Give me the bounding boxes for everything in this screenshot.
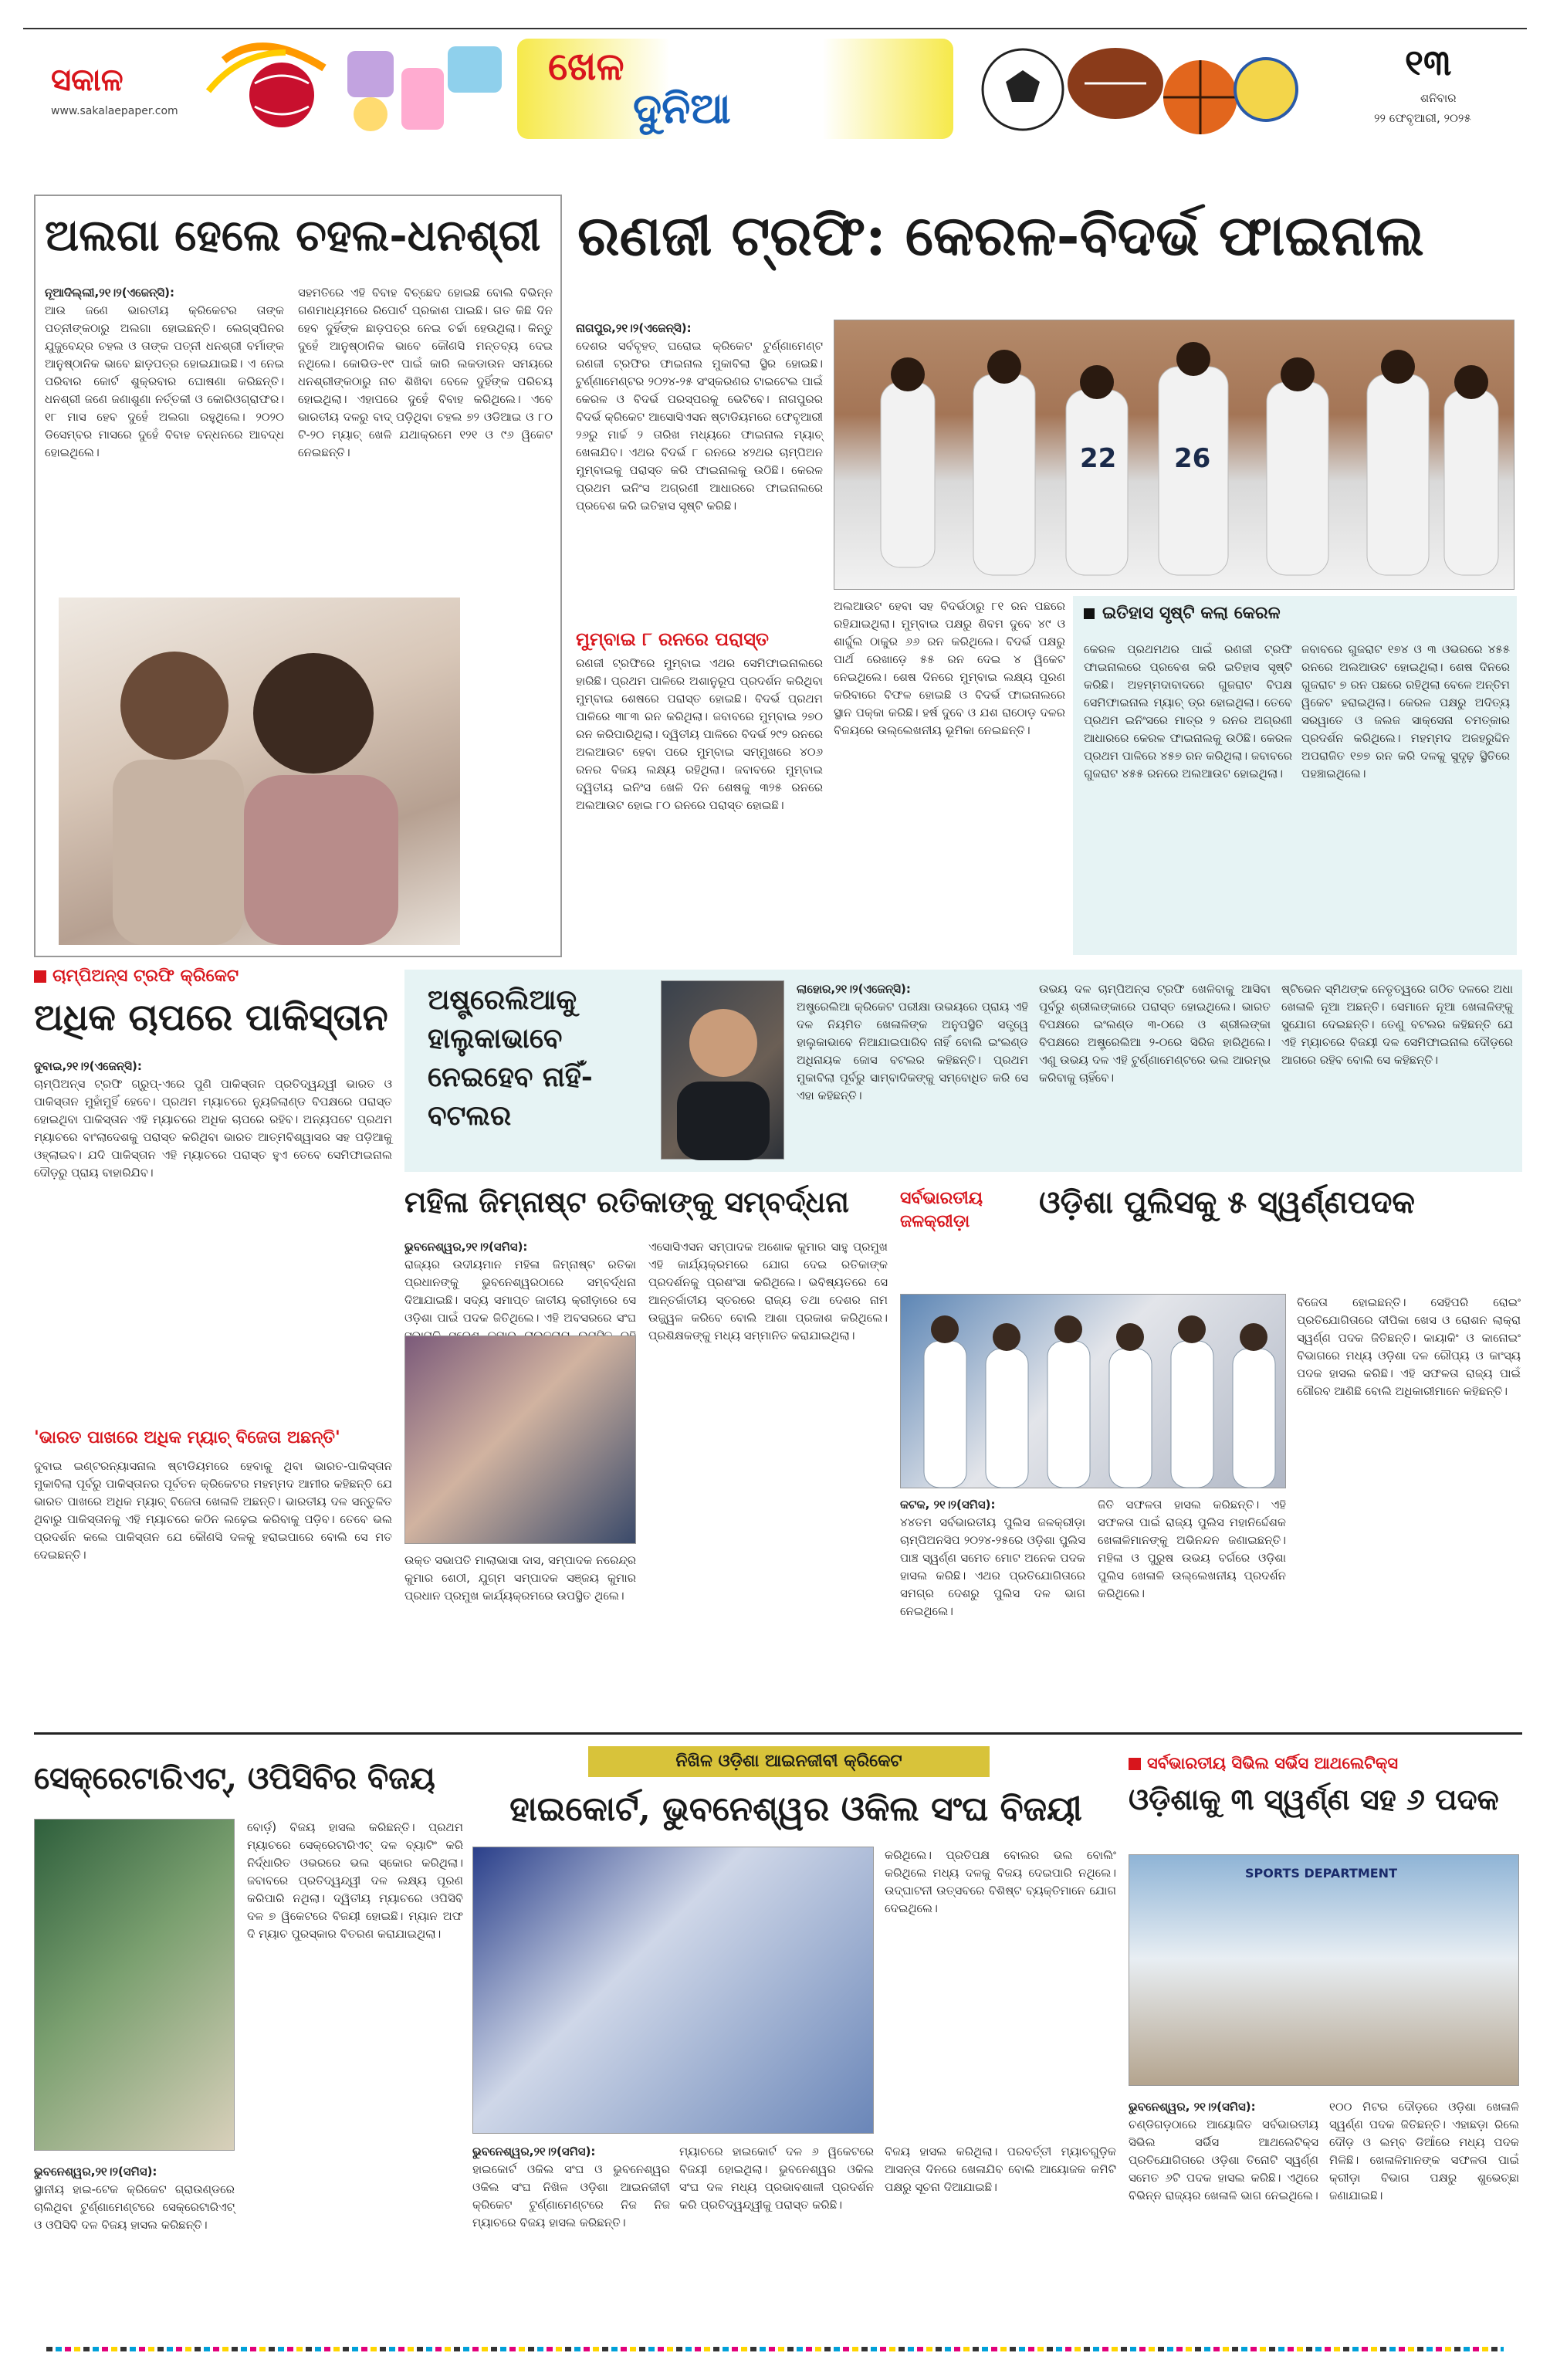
red-square-icon bbox=[34, 970, 46, 983]
section-title-line1: ଖେଳ bbox=[548, 43, 624, 89]
story-pakistan bbox=[34, 967, 392, 1715]
sidebar-column-1 bbox=[1084, 641, 1292, 950]
story-column-2 bbox=[34, 1457, 392, 1712]
gymnast-felicitation-photo bbox=[404, 1336, 636, 1544]
story-dateline: ଲାହୋର,୨୧।୨(ଏଜେନ୍ସି): bbox=[797, 982, 911, 996]
story-kicker bbox=[34, 967, 239, 986]
story-civil bbox=[1129, 1746, 1522, 2317]
player-portrait-graphic bbox=[662, 981, 785, 1160]
story-body: ଦୁବାଇ ଇଣ୍ଟରନ୍ୟାସନାଲ ଷ୍ଟାଡିୟମରେ ହେବାକୁ ଥିବା ଭାରତ-ପାକିସ୍ତାନ ମୁକାବିଲା ପୂର୍ବରୁ ପାକିସ୍ତାନର ପୂର୍ବତନ କ୍ରିକେଟର ମହମ୍ମଦ ଆମୀର କହିଛନ୍ତି ଯେ ଭାରତ ପାଖରେ ଅଧିକ ମ୍ୟାଚ୍ ବିଜେତା ଖେଳାଳି ଅଛନ୍ତି। ଭାରତୀୟ ଦଳ ସନ୍ତୁଳିତ ଥିବାରୁ ପାକିସ୍ତାନକୁ ଏହି ମ୍ୟାଚରେ କଠିନ ଲଢ଼େଇ କରିବାକୁ ପଡ଼ିବ। ତେବେ ଭଲ ପ୍ରଦର୍ଶନ କଲେ ପାକିସ୍ତାନ ଯେ କୌଣସି ଦଳକୁ ହରାଇପାରେ ବୋଲି ସେ ମତ ଦେଇଛନ୍ତି। bbox=[34, 1459, 392, 1562]
story-body: ଚାମ୍ପିଅନ୍ସ ଟ୍ରଫି ଗ୍ରୁପ୍-ଏରେ ପୁଣି ପାକିସ୍ତାନ ପ୍ରତିଦ୍ୱନ୍ଦ୍ୱୀ ଭାରତ ଓ ପାକିସ୍ତାନ ମୁହାଁମୁହିଁ ହେବେ। ପ୍ରଥମ ମ୍ୟାଚରେ ନ୍ୟୁଜିଲାଣ୍ଡ ବିପକ୍ଷରେ ପରାସ୍ତ ହୋଇଥିବା ପାକିସ୍ତାନ ଏହି ମ୍ୟାଚରେ ଅଧିକ ଚାପରେ ରହିବ। ଅନ୍ୟପଟେ ପ୍ରଥମ ମ୍ୟାଚରେ ବାଂଲାଦେଶକୁ ପରାସ୍ତ କରିଥିବା ଭାରତ ଆତ୍ମବିଶ୍ୱାସର ସହ ପଡ଼ିଆକୁ ଓହ୍ଲାଇବ। ଯଦି ପାକିସ୍ତାନ ଏହି ମ୍ୟାଚରେ ପରାସ୍ତ ହୁଏ ତେବେ ସେମିଫାଇନାଲ ଦୌଡ଼ରୁ ପ୍ରାୟ ବାହାରିଯିବ। bbox=[34, 1077, 392, 1180]
story-headline: ହାଇକୋର୍ଟ, ଭୁବନେଶ୍ୱର ଓକିଲ ସଂଘ ବିଜୟୀ bbox=[509, 1789, 1082, 1829]
top-rule bbox=[23, 28, 1527, 29]
story-dateline: ଭୁବନେଶ୍ୱର, ୨୧।୨(ସମିସ): bbox=[1129, 2100, 1256, 2114]
story-headline: ଓଡ଼ିଶାକୁ ୩ ସ୍ୱର୍ଣ୍ଣ ସହ ୬ ପଦକ bbox=[1129, 1782, 1499, 1816]
story-body: ଅଷ୍ଟ୍ରେଲିଆ କ୍ରିକେଟ ପରୀକ୍ଷା ଉଭୟରେ ପ୍ରାୟ ଏହି ଦଳ ନିୟମିତ ଖେଳାଳିଙ୍କ ଅନୁପସ୍ଥିତି ସତ୍ତ୍ୱେ ହାଲୁକାଭାବେ ନିଆଯାଇପାରିବ ନାହିଁ ବୋଲି ଇଂଲଣ୍ଡ ଅଧିନାୟକ ଜୋସ ବଟଲର କହିଛନ୍ତି। ପ୍ରଥମ ମୁକାବିଲା ପୂର୍ବରୁ ସାମ୍ବାଦିକଙ୍କୁ ସମ୍ବୋଧିତ କରି ସେ ଏହା କହିଛନ୍ତି। bbox=[797, 1000, 1028, 1102]
photo-banner-text: SPORTS DEPARTMENT bbox=[1245, 1866, 1397, 1881]
story-buttler-box bbox=[404, 970, 1522, 1172]
story-body: ଜିତି ସଫଳତା ହାସଲ କରିଛନ୍ତି। ଏହି ସଫଳତା ପାଇଁ ରାଜ୍ୟ ପୁଲିସ ମହାନିର୍ଦ୍ଦେଶକ ଖେଳାଳିମାନଙ୍କୁ ଅଭିନନ୍ଦନ ଜଣାଇଛନ୍ତି। ମହିଳା ଓ ପୁରୁଷ ଉଭୟ ବର୍ଗରେ ଓଡ଼ିଶା ପୁଲିସ ଖେଳାଳି ଉଲ୍ଲେଖନୀୟ ପ୍ରଦର୍ଶନ କରିଥିଲେ। bbox=[1098, 1498, 1286, 1600]
story-column-2 bbox=[1039, 980, 1271, 1163]
masthead bbox=[23, 22, 1527, 147]
couple-illustration bbox=[59, 598, 460, 945]
sidebar-column-2 bbox=[1301, 641, 1510, 950]
story-dateline: ଭୁବନେଶ୍ୱର,୨୧।୨(ସମିସ): bbox=[34, 2165, 157, 2179]
story-headline: ଓଡ଼ିଶା ପୁଲିସକୁ ୫ ସ୍ୱର୍ଣ୍ଣପଦକ bbox=[1039, 1184, 1415, 1220]
story-column-1 bbox=[472, 2143, 670, 2314]
highcourt-trophy-photo bbox=[472, 1847, 874, 2134]
section-title-line2: ଦୁନିଆ bbox=[633, 83, 731, 133]
story-column-2 bbox=[1329, 2098, 1519, 2314]
story-dateline: ଭୁବନେଶ୍ୱର,୨୧।୨(ସମିସ): bbox=[472, 2145, 596, 2158]
story-column-1 bbox=[900, 1496, 1085, 1714]
kicker-text: ଚାମ୍ପିଅନ୍ସ ଟ୍ରଫି କ୍ରିକେଟ bbox=[52, 967, 239, 986]
buttler-photo bbox=[661, 980, 784, 1160]
story-body: ହାଇକୋର୍ଟ ଓକିଲ ସଂଘ ଓ ଭୁବନେଶ୍ୱର ଓକିଲ ସଂଘ ନିଖିଳ ଓଡ଼ିଶା ଆଇନଜୀବୀ କ୍ରିକେଟ ଟୁର୍ଣ୍ଣାମେଣ୍ଟରେ ନିଜ ନିଜ ମ୍ୟାଚରେ ବିଜୟ ହାସଲ କରିଛନ୍ତି। bbox=[472, 2162, 670, 2229]
story-body: ୧୦୦ ମିଟର ଦୌଡ଼ରେ ଓଡ଼ିଶା ଖେଳାଳି ସ୍ୱର୍ଣ୍ଣ ପଦକ ଜିତିଛନ୍ତି। ଏହାଛଡ଼ା ରିଲେ ଦୌଡ଼ ଓ ଲମ୍ବ ଡିଆଁରେ ମଧ୍ୟ ପଦକ ମିଳିଛି। ଖେଳାଳିମାନଙ୍କ ସଫଳତା ପାଇଁ କ୍ରୀଡ଼ା ବିଭାଗ ପକ୍ଷରୁ ଶୁଭେଚ୍ଛା ଜଣାଯାଇଛି। bbox=[1329, 2100, 1519, 2202]
story-headline: ମହିଳା ଜିମ୍ନାଷ୍ଟ ରତିକାଙ୍କୁ ସମ୍ବର୍ଦ୍ଧନା bbox=[404, 1184, 849, 1219]
story-kicker: ସର୍ବଭାରତୀୟ ଜଳକ୍ରୀଡ଼ା bbox=[900, 1189, 983, 1231]
story-body: ଏସୋସିଏସନ ସମ୍ପାଦକ ଅଶୋକ କୁମାର ସାହୁ ପ୍ରମୁଖ ଏହି କାର୍ଯ୍ୟକ୍ରମରେ ଯୋଗ ଦେଇ ରତିକାଙ୍କ ପ୍ରଦର୍ଶନକୁ ପ୍ରଶଂସା କରିଥିଲେ। ଭବିଷ୍ୟତରେ ସେ ଆନ୍ତର୍ଜାତୀୟ ସ୍ତରରେ ରାଜ୍ୟ ତଥା ଦେଶର ନାମ ଉଜ୍ଜ୍ୱଳ କରିବେ ବୋଲି ଆଶା ପ୍ରକାଶ କରିଥିଲେ। ପ୍ରଶିକ୍ଷକଙ୍କୁ ମଧ୍ୟ ସମ୍ମାନିତ କରାଯାଇଥିଲା। bbox=[648, 1240, 888, 1342]
kicker-text: ସର୍ବଭାରତୀୟ ସିଭିଲ ସର୍ଭିସ ଆଥଲେଟିକ୍ସ bbox=[1147, 1754, 1399, 1772]
section-title-banner bbox=[517, 39, 953, 139]
story-gymnast bbox=[404, 1184, 889, 1717]
story-body: ସ୍ଥାନୀୟ ହାଇ-ଟେକ କ୍ରିକେଟ ଗ୍ରାଉଣ୍ଡରେ ଚାଲିଥିବା ଟୁର୍ଣ୍ଣାମେଣ୍ଟରେ ସେକ୍ରେଟାରିଏଟ୍ ଓ ଓପିସିବି ଦଳ ବିଜୟ ହାସଲ କରିଛନ୍ତି। bbox=[34, 2182, 235, 2232]
story-column-1b bbox=[576, 628, 823, 953]
story-kicker-banner: ନିଖିଳ ଓଡ଼ିଶା ଆଇନଜୀବୀ କ୍ରିକେଟ bbox=[588, 1746, 990, 1777]
sports-balls-right bbox=[969, 36, 1301, 144]
story-subhead: 'ଭାରତ ପାଖରେ ଅଧିକ ମ୍ୟାଚ୍ ବିଜେତା ଅଛନ୍ତି' bbox=[34, 1428, 340, 1447]
svg-text:22: 22 bbox=[1080, 443, 1117, 474]
story-column-2 bbox=[1098, 1496, 1286, 1714]
sidebar-box-kerala bbox=[1073, 596, 1517, 955]
story-body: ଷ୍ଟିଭେନ ସ୍ମିଥଙ୍କ ନେତୃତ୍ୱରେ ଗଠିତ ଦଳରେ ଅଧା ଖେଳାଳି ନୂଆ ଅଛନ୍ତି। ସେମାନେ ନୂଆ ଖେଳାଳିଙ୍କୁ ସୁଯୋଗ ଦେଇଛନ୍ତି। ତେଣୁ ବଟଲର କହିଛନ୍ତି ଯେ ଏହି ମ୍ୟାଚରେ ବିଜୟୀ ଦଳ ସେମିଫାଇନାଲ ଦୌଡ଼ରେ ଆଗରେ ରହିବ ବୋଲି ସେ କହିଛନ୍ତି। bbox=[1281, 982, 1513, 1067]
story-body: କରିଥିଲେ। ପ୍ରତିପକ୍ଷ ବୋଲର ଭଲ ବୋଲିଂ କରିଥିଲେ ମଧ୍ୟ ଦଳକୁ ବିଜୟ ଦେଇପାରି ନଥିଲେ। ଉଦ୍‌ଘାଟନୀ ଉତ୍ସବରେ ବିଶିଷ୍ଟ ବ୍ୟକ୍ତିମାନେ ଯୋଗ ଦେଇଥିଲେ। bbox=[885, 1848, 1116, 1915]
story-body: ଉଭୟ ଦଳ ଚାମ୍ପିଅନ୍ସ ଟ୍ରଫି ଖେଳିବାକୁ ଆସିବା ପୂର୍ବରୁ ଶ୍ରୀଲଙ୍କାରେ ପରାସ୍ତ ହୋଇଥିଲେ। ଭାରତ ବିପକ୍ଷରେ ଇଂଲଣ୍ଡ ୩-୦ରେ ଓ ଶ୍ରୀଲଙ୍କା ବିପକ୍ଷରେ ଅଷ୍ଟ୍ରେଲିଆ ୨-୦ରେ ସିରିଜ ହାରିଥିଲେ। ଏଣୁ ଉଭୟ ଦଳ ଏହି ଟୁର୍ଣ୍ଣାମେଣ୍ଟରେ ଭଲ ଆରମ୍ଭ କରିବାକୁ ଚାହିଁବେ। bbox=[1039, 982, 1271, 1085]
story-police bbox=[900, 1184, 1522, 1717]
story-column bbox=[34, 1058, 392, 1420]
players-celebration-graphic bbox=[834, 320, 1515, 591]
story-column-1 bbox=[1129, 2098, 1318, 2314]
story-body: ବିଜୟ ହାସଲ କରିଥିଲା। ପରବର୍ତ୍ତୀ ମ୍ୟାଚଗୁଡ଼ିକ ଆସନ୍ତା ଦିନରେ ଖେଳାଯିବ ବୋଲି ଆୟୋଜକ କମିଟି ପକ୍ଷରୁ ସୂଚନା ଦିଆଯାଇଛି। bbox=[885, 2145, 1116, 2194]
story-body: ଦେଶର ସର୍ବବୃହତ୍ ଘରୋଇ କ୍ରିକେଟ ଟୁର୍ଣ୍ଣାମେଣ୍ଟ ରଣଜୀ ଟ୍ରଫିର ଫାଇନାଲ ମୁକାବିଲା ସ୍ଥିର ହୋଇଛି। ଟୁର୍ଣ୍ଣାମେଣ୍ଟର ୨୦୨୪-୨୫ ସଂସ୍କରଣର ଟାଇଟେଲ ପାଇଁ କେରଳ ଓ ବିଦର୍ଭ ପରସ୍ପରକୁ ଭେଟିବେ। ନାଗପୁରର ବିଦର୍ଭ କ୍ରିକେଟ ଆସୋସିଏସନ ଷ୍ଟାଡିୟମରେ ଫେବୃଆରୀ ୨୬ରୁ ମାର୍ଚ୍ଚ ୨ ତାରିଖ ମଧ୍ୟରେ ଫାଇନାଲ ମ୍ୟାଚ୍ ଖେଳାଯିବ। ଏଥର ବିଦର୍ଭ ୮ ରନରେ ୪୨ଥର ଚାମ୍ପିଅନ ମୁମ୍ବାଇକୁ ପରାସ୍ତ କରି ଫାଇନାଲକୁ ଉଠିଛି। କେରଳ ପ୍ରଥମ ଇନିଂସ ଅଗ୍ରଣୀ ଆଧାରରେ ଫାଇନାଲରେ ପ୍ରବେଶ କରି ଇତିହାସ ସୃଷ୍ଟି କରିଛି। bbox=[576, 339, 823, 513]
story-headline: ଅଧିକ ଚାପରେ ପାକିସ୍ତାନ bbox=[34, 996, 388, 1039]
photo-caption bbox=[404, 1552, 636, 1714]
story-column-1 bbox=[404, 1238, 636, 1331]
issue-day: ଶନିବାର bbox=[1420, 91, 1457, 105]
story-body: ରାଜ୍ୟର ଉଦୀୟମାନ ମହିଳା ଜିମ୍ନାଷ୍ଟ ରତିକା ପ୍ରଧାନଙ୍କୁ ଭୁବନେଶ୍ୱରଠାରେ ସମ୍ବର୍ଦ୍ଧନା ଦିଆଯାଇଛି। ସଦ୍ୟ ସମାପ୍ତ ଜାତୀୟ କ୍ରୀଡ଼ାରେ ସେ ଓଡ଼ିଶା ପାଇଁ ପଦକ ଜିତିଥିଲେ। ଏହି ଅବସରରେ ସଂଘ bbox=[404, 1258, 636, 1325]
brand-logo: ସକାଳ bbox=[51, 62, 124, 98]
story-headline: ଅଲଗା ହେଲେ ଚହଲ-ଧନଶ୍ରୀ bbox=[45, 210, 541, 261]
story-column-4 bbox=[885, 2143, 1116, 2314]
chahal-dhanashree-photo bbox=[59, 598, 460, 945]
story-column-3 bbox=[834, 598, 1065, 953]
story-body: ଚଣ୍ଡିଗଡ଼ଠାରେ ଆୟୋଜିତ ସର୍ବଭାରତୀୟ ସିଭିଲ ସର୍ଭିସ ଆଥଲେଟିକ୍ସ ପ୍ରତିଯୋଗିତାରେ ଓଡ଼ିଶା ତିନୋଟି ସ୍ୱର୍ଣ୍ଣ ସମେତ ୬ଟି ପଦକ ହାସଲ କରିଛି। ଏଥିରେ ବିଭିନ୍ନ ରାଜ୍ୟର ଖେଳାଳି ଭାଗ ନେଇଥିଲେ। bbox=[1129, 2118, 1318, 2202]
page-number: ୧୩ bbox=[1405, 42, 1452, 83]
caption-text: ଉକ୍ତ ସଭାପତି ମାଲାଭାସା ଦାସ, ସମ୍ପାଦକ ନରେନ୍ଦ୍ର କୁମାର ଶେଠୀ, ଯୁଗ୍ମ ସମ୍ପାଦକ ସଞ୍ଜୟ କୁମାର ପ୍ରଧାନ ପ୍ରମୁଖ କାର୍ଯ୍ୟକ୍ରମରେ ଉପସ୍ଥିତ ଥିଲେ। bbox=[404, 1553, 636, 1603]
printer-color-bar bbox=[46, 2347, 1504, 2351]
police-team-photo bbox=[900, 1294, 1286, 1488]
balls-graphic bbox=[969, 36, 1301, 144]
story-dateline: ନାଗପୁର,୨୧।୨(ଏଜେନ୍ସି): bbox=[576, 321, 692, 335]
story-body: ବିଜେତା ହୋଇଛନ୍ତି। ସେହିପରି ରୋଇଂ ପ୍ରତିଯୋଗିତାରେ ଦୀପିକା ଖେସ ଓ ରୋଶନ ଲାକ୍ରା ସ୍ୱର୍ଣ୍ଣ ପଦକ ଜିତିଛନ୍ତି। କାୟାକିଂ ଓ କାନୋଇଂ ବିଭାଗରେ ମଧ୍ୟ ଓଡ଼ିଶା ଦଳ ରୌପ୍ୟ ଓ କାଂସ୍ୟ ପଦକ ହାସଲ କରିଛି। ଏହି ସଫଳତା ରାଜ୍ୟ ପାଇଁ ଗୌରବ ଆଣିଛି ବୋଲି ଅଧିକାରୀମାନେ କହିଛନ୍ତି। bbox=[1297, 1295, 1521, 1398]
story-headline: ସେକ୍ରେଟାରିଏଟ୍, ଓପିସିବିର ବିଜୟ bbox=[34, 1760, 435, 1796]
story-body: ମ୍ୟାଚରେ ହାଇକୋର୍ଟ ଦଳ ୬ ୱିକେଟରେ ବିଜୟୀ ହୋଇଥିଲା। ଭୁବନେଶ୍ୱର ଓକିଲ ସଂଘ ଦଳ ମଧ୍ୟ ପ୍ରଭାବଶାଳୀ ପ୍ରଦର୍ଶନ କରି ପ୍ରତିଦ୍ୱନ୍ଦ୍ୱୀକୁ ପରାସ୍ତ କରିଛି। bbox=[679, 2145, 874, 2212]
sidebar-title-text: ଇତିହାସ ସୃଷ୍ଟି କଲା କେରଳ bbox=[1102, 604, 1281, 623]
story-body: ବୋର୍ଡ଼) ବିଜୟ ହାସଲ କରିଛନ୍ତି। ପ୍ରଥମ ମ୍ୟାଚରେ ସେକ୍ରେଟାରିଏଟ୍ ଦଳ ବ୍ୟାଟିଂ କରି ନିର୍ଦ୍ଧାରିତ ଓଭରରେ ଭଲ ସ୍କୋର କରିଥିଲା। ଜବାବରେ ପ୍ରତିଦ୍ୱନ୍ଦ୍ୱୀ ଦଳ ଲକ୍ଷ୍ୟ ପୂରଣ କରିପାରି ନଥିଲା। ଦ୍ୱିତୀୟ ମ୍ୟାଚରେ ଓପିସିବି ଦଳ ୭ ୱିକେଟରେ ବିଜୟୀ ହୋଇଛି। ମ୍ୟାନ ଅଫ ଦି ମ୍ୟାଚ ପୁରସ୍କାର ବିତରଣ କରାଯାଇଥିଲା। bbox=[247, 1820, 463, 1941]
athletes-photo bbox=[1129, 1854, 1519, 2086]
story-ranji bbox=[571, 195, 1522, 959]
svg-text:26: 26 bbox=[1174, 443, 1211, 474]
story-column-2 bbox=[648, 1238, 888, 1712]
story-headline: ଅଷ୍ଟ୍ରେଲିଆକୁ ହାଲୁକାଭାବେ ନେଇହେବ ନାହିଁ- ବଟଲର bbox=[428, 983, 593, 1132]
story-column-3 bbox=[885, 1847, 1116, 2140]
story-kicker bbox=[1129, 1754, 1398, 1773]
red-square-icon bbox=[1129, 1758, 1141, 1770]
story-column-3 bbox=[1297, 1294, 1521, 1714]
story-dateline: ଦୁବାଇ,୨୧।୨(ଏଜେନ୍ସି): bbox=[34, 1059, 142, 1073]
story-column-3 bbox=[1281, 980, 1513, 1163]
secretariat-photo bbox=[34, 1819, 235, 2151]
story-body: ୪୪ତମ ସର୍ବଭାରତୀୟ ପୁଲିସ ଜଳକ୍ରୀଡ଼ା ଚାମ୍ପିଅନସିପ ୨୦୨୪-୨୫ରେ ଓଡ଼ିଶା ପୁଲିସ ପାଞ୍ଚ ସ୍ୱର୍ଣ୍ଣ ସମେତ ମୋଟ ଅନେକ ପଦକ ହାସଲ କରିଛି। ଏଥର ପ୍ରତିଯୋଗିତାରେ ସମଗ୍ର ଦେଶରୁ ପୁଲିସ ଦଳ ଭାଗ ନେଇଥିଲେ। bbox=[900, 1515, 1085, 1618]
story-column-2 bbox=[247, 1819, 463, 2313]
sidebar-body: ଜବାବରେ ଗୁଜରାଟ ୧୭୪ ଓ ୩ ଓଭରରେ ୪୫୫ ରନରେ ଅଲଆଉଟ ହୋଇଥିଲା। ଶେଷ ଦିନରେ ଗୁଜରାଟ ୭ ରନ ପଛରେ ରହିଥିଲା ବେଳେ ଅନ୍ତିମ ୱିକେଟ ହରାଇଥିଲା। କେରଳ ପକ୍ଷରୁ ଅଦିତ୍ୟ ସରୱାତେ ଓ ଜଲଜ ସାକ୍ସେନା ଚମତ୍କାର ପ୍ରଦର୍ଶନ କରିଥିଲେ। ମହମ୍ମଦ ଅଜହରୁଦ୍ଦିନ ଅପରାଜିତ ୧୭୭ ରନ କରି ଦଳକୁ ସୁଦୃଢ଼ ସ୍ଥିତିରେ ପହଞ୍ଚାଇଥିଲେ। bbox=[1301, 642, 1510, 780]
issue-date: ୨୨ ଫେବୃଆରୀ, ୨୦୨୫ bbox=[1374, 111, 1471, 125]
story-dateline: କଟକ, ୨୧।୨(ସମିସ): bbox=[900, 1498, 996, 1512]
sidebar-title bbox=[1084, 604, 1281, 623]
sidebar-body: କେରଳ ପ୍ରଥମଥର ପାଇଁ ରଣଜୀ ଟ୍ରଫି ଫାଇନାଲରେ ପ୍ରବେଶ କରି ଇତିହାସ ସୃଷ୍ଟି କରିଛି। ଅହମ୍ମଦାବାଦରେ ଗୁଜରାଟ ବିପକ୍ଷ ସେମିଫାଇନାଲ ମ୍ୟାଚ୍ ଡ୍ର ହୋଇଥିଲା। ତେବେ ପ୍ରଥମ ଇନିଂସରେ ମାତ୍ର ୨ ରନର ଅଗ୍ରଣୀ ଆଧାରରେ କେରଳ ଫାଇନାଲକୁ ଉଠିଛି। କେରଳ ପ୍ରଥମ ପାଳିରେ ୪୫୭ ରନ କରିଥିଲା। ଜବାବରେ ଗୁଜରାଟ ୪୫୫ ରନରେ ଅଲଆଉଟ ହୋଇଥିଲା। bbox=[1084, 642, 1292, 780]
website-url: www.sakalaepaper.com bbox=[51, 105, 178, 117]
section-divider bbox=[34, 1732, 1522, 1735]
bullet-square-icon bbox=[1084, 608, 1095, 619]
story-chahal-box bbox=[34, 195, 562, 957]
story-dateline: ନୂଆଦିଲ୍ଲୀ,୨୧।୨(ଏଜେନ୍ସି): bbox=[45, 286, 174, 300]
team-medals-graphic bbox=[901, 1295, 1287, 1489]
story-column-1 bbox=[797, 980, 1028, 1163]
story-column-1 bbox=[34, 2163, 235, 2314]
sports-collage-left bbox=[193, 37, 509, 141]
story-body: ସହମତିରେ ଏହି ବିବାହ ବିଚ୍ଛେଦ ହୋଇଛି ବୋଲି ବିଭିନ୍ନ ଗଣମାଧ୍ୟମରେ ରିପୋର୍ଟ ପ୍ରକାଶ ପାଇଛି। ଗତ କିଛି ଦିନ ହେବ ଦୁହିଁଙ୍କ ଛାଡ଼ପତ୍ର ନେଇ ଚର୍ଚ୍ଚା ହେଉଥିଲା। କିନ୍ତୁ ଦୁହେଁ ଆନୁଷ୍ଠାନିକ ଭାବେ କୌଣସି ମନ୍ତବ୍ୟ ଦେଇ ନଥିଲେ। କୋଭିଡ-୧୯ ପାଇଁ କାରି ଲକଡାଉନ ସମୟରେ ଧନଶ୍ରୀଙ୍କଠାରୁ ନାଚ ଶିଖିବା ବେଳେ ଦୁହିଁଙ୍କ ପରିଚୟ ହୋଇଥିଲା। ଏହାପରେ ଦୁହେଁ ବିବାହ କରିଥିଲେ। ଏବେ ଭାରତୀୟ ଦଳରୁ ବାଦ୍ ପଡ଼ିଥିବା ଚହଲ ୭୨ ଓଡିଆଇ ଓ ୮୦ ଟି-୨୦ ମ୍ୟାଚ୍ ଖେଳି ଯଥାକ୍ରମେ ୧୨୧ ଓ ୯୬ ୱିକେଟ ନେଇଛନ୍ତି। bbox=[298, 286, 553, 459]
story-dateline: ଭୁବନେଶ୍ୱର,୨୧।୨(ସମିସ): bbox=[404, 1240, 528, 1254]
story-headline: ରଣଜୀ ଟ୍ରଫି: କେରଳ-ବିଦର୍ଭ ଫାଇନାଲ bbox=[577, 202, 1424, 268]
story-secretariat bbox=[34, 1746, 463, 2317]
story-body: ଆଉ ଜଣେ ଭାରତୀୟ କ୍ରିକେଟର ତାଙ୍କ ପତ୍ନୀଙ୍କଠାରୁ ଅଲଗା ହୋଇଛନ୍ତି। ଲେଗ୍‌ସ୍ପିନର ଯୁଜୁବେନ୍ଦ୍ର ଚହଲ ଓ ତାଙ୍କ ପତ୍ନୀ ଧନଶ୍ରୀ ବର୍ମାଙ୍କ ଆନୁଷ୍ଠାନିକ ଭାବେ ଛାଡ଼ପତ୍ର ହୋଇଯାଇଛି। ଏ ନେଇ ପରିବାର କୋର୍ଟ ଶୁକ୍ରବାର ଘୋଷଣା କରିଛନ୍ତି। ଧନଶ୍ରୀ ଜଣେ ଜଣାଶୁଣା ନର୍ତ୍ତକୀ ଓ କୋରିଓଗ୍ରାଫର। ୧୮ ମାସ ହେବ ଦୁହେଁ ଅଲଗା ରହୁଥିଲେ। ୨୦୨୦ ଡିସେମ୍ବର ମାସରେ ଦୁହେଁ ବିବାହ ବନ୍ଧନରେ ଆବଦ୍ଧ ହୋଇଥିଲେ। bbox=[45, 303, 284, 459]
story-column-1 bbox=[45, 284, 284, 593]
story-highcourt bbox=[472, 1746, 1119, 2317]
story-column-2 bbox=[679, 2143, 874, 2314]
story-body: ରଣଜୀ ଟ୍ରଫିରେ ମୁମ୍ବାଇ ଏଥର ସେମିଫାଇନାଲରେ ହାରିଛି। ପ୍ରଥମ ପାଳିରେ ଅଶାନୁରୂପ ପ୍ରଦର୍ଶନ କରିଥିବା ମୁମ୍ବାଇ ଶେଷରେ ପରାସ୍ତ ହୋଇଛି। ବିଦର୍ଭ ପ୍ରଥମ ପାଳିରେ ୩୮୩ ରନ କରିଥିଲା। ଜବାବରେ ମୁମ୍ବାଇ ୨୭୦ ରନ କରିପାରିଥିଲା। ଦ୍ୱିତୀୟ ପାଳିରେ ବିଦର୍ଭ ୨୯୨ ରନରେ ଅଲଆଉଟ ହେବା ପରେ ମୁମ୍ବାଇ ସମ୍ମୁଖରେ ୪୦୬ ରନର ବିଜୟ ଲକ୍ଷ୍ୟ ରହିଥିଲା। ଜବାବରେ ମୁମ୍ବାଇ ଦ୍ୱିତୀୟ ଇନିଂସ ଖେଳି ଦିନ ଶେଷକୁ ୩୨୫ ରନରେ ଅଲଆଉଟ ହୋଇ ୮୦ ରନରେ ପରାସ୍ତ ହୋଇଛି। bbox=[576, 656, 823, 812]
cricket-team-photo bbox=[834, 320, 1514, 590]
sports-icons-graphic bbox=[193, 37, 509, 141]
story-subhead: ମୁମ୍ବାଇ ୮ ରନରେ ପରାସ୍ତ bbox=[576, 628, 770, 650]
story-body: ଅଲଆଉଟ ହେବା ସହ ବିଦର୍ଭଠାରୁ ୮୧ ରନ ପଛରେ ରହିଯାଇଥିଲା। ମୁମ୍ବାଇ ପକ୍ଷରୁ ଶିବମ ଦୁବେ ୪୯ ଓ ଶାର୍ଦ୍ଦୁଲ ଠାକୁର ୬୬ ରନ କରିଥିଲେ। ବିଦର୍ଭ ପକ୍ଷରୁ ପାର୍ଥ ରେଖାଡ଼େ ୫୫ ରନ ଦେଇ ୪ ୱିକେଟ ନେଇଥିଲେ। ଶେଷ ଦିନରେ ମୁମ୍ବାଇ ଲକ୍ଷ୍ୟ ପୂରଣ କରିବାରେ ବିଫଳ ହୋଇଛି ଓ ବିଦର୍ଭ ଫାଇନାଲରେ ସ୍ଥାନ ପକ୍କା କରିଛି। ହର୍ଷ ଦୁବେ ଓ ଯଶ ରାଠୋଡ଼ ଦଳର ବିଜୟରେ ଉଲ୍ଲେଖନୀୟ ଭୂମିକା ନେଇଛନ୍ତି। bbox=[834, 599, 1065, 737]
